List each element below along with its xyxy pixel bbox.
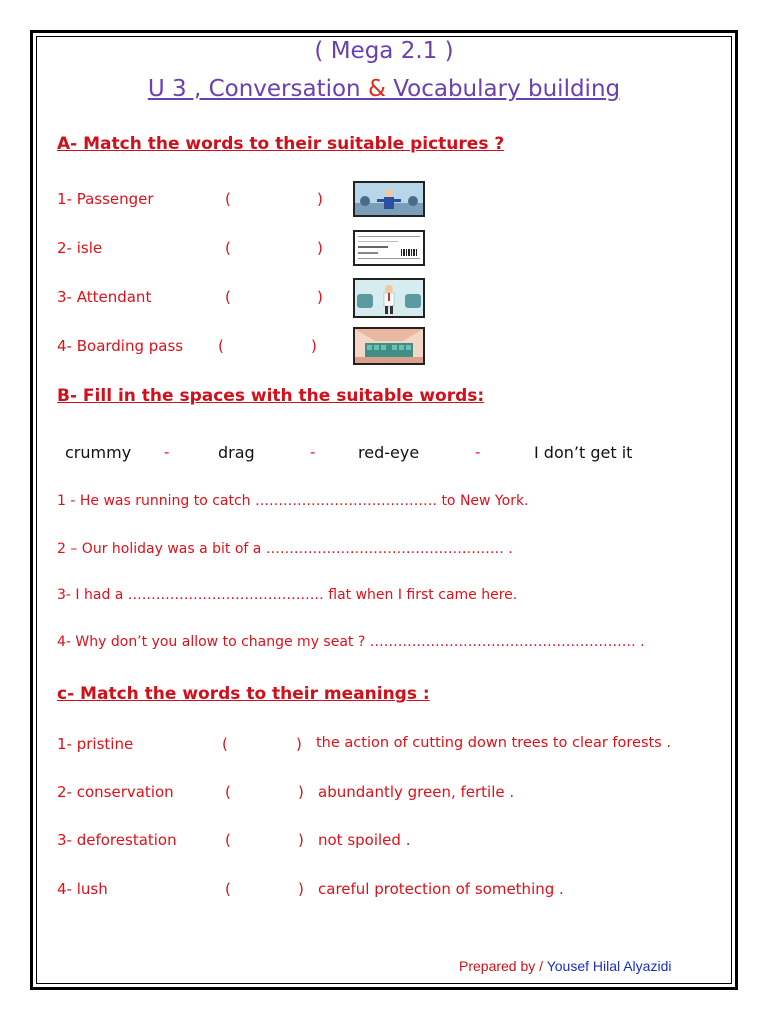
open-paren: ( [225,190,231,208]
open-paren: ( [225,288,231,306]
flight-attendant-picture [353,278,425,318]
section-b-heading: B- Fill in the spaces with the suitable words: [57,386,485,406]
fill-sentence: 3- I had a …………………………………… flat when I first came here. [57,587,518,603]
match-word: 2- conservation [57,783,174,801]
match-meaning: careful protection of something . [318,880,564,898]
open-paren: ( [222,735,228,753]
word-bank-item: red-eye [358,443,420,462]
boarding-ticket-picture [353,230,425,266]
worksheet-title: ( Mega 2.1 ) [314,38,454,64]
close-paren: ) [296,735,302,753]
open-paren: ( [225,880,231,898]
airplane-aisle-picture [353,327,425,365]
close-paren: ) [298,880,304,898]
section-c-heading: c- Match the words to their meanings : [57,684,430,704]
word-separator: - [475,443,481,461]
open-paren: ( [225,239,231,257]
prepared-by-label: Prepared by / [459,958,547,974]
word-bank-item: drag [218,443,255,462]
section-a-item-label: 4- Boarding pass [57,337,184,355]
section-a-item-label: 2- isle [57,239,103,257]
word-separator: - [164,443,170,461]
section-a-item-label: 3- Attendant [57,288,152,306]
match-word: 4- lush [57,880,108,898]
match-meaning: the action of cutting down trees to clear forests . [316,735,671,751]
open-paren: ( [225,783,231,801]
match-word: 3- deforestation [57,831,177,849]
open-paren: ( [218,337,224,355]
word-bank-item: I don’t get it [534,443,633,462]
close-paren: ) [298,783,304,801]
author-name: Yousef Hilal Alyazidi [546,958,672,974]
subtitle-ampersand: & [367,76,386,102]
match-meaning: not spoiled . [318,831,411,849]
word-separator: - [310,443,316,461]
open-paren: ( [225,831,231,849]
match-word: 1- pristine [57,735,134,753]
airplane-passenger-picture [353,181,425,217]
subtitle-part-2: Vocabulary building [385,76,621,102]
fill-sentence: 1 - He was running to catch ………………………………… to New York. [57,493,529,509]
fill-sentence: 4- Why don’t you allow to change my seat ? ………………………………………………… . [57,634,645,650]
match-meaning: abundantly green, fertile . [318,783,515,801]
close-paren: ) [317,288,323,306]
close-paren: ) [317,190,323,208]
close-paren: ) [317,239,323,257]
worksheet-subtitle [0,76,768,102]
section-a-item-label: 1- Passenger [57,190,154,208]
word-bank-item: crummy [65,443,132,462]
subtitle-part-1: U 3 , Conversation [147,76,368,102]
section-a-heading: A- Match the words to their suitable pictures ? [57,134,505,154]
close-paren: ) [311,337,317,355]
close-paren: ) [298,831,304,849]
prepared-by-credit [459,958,671,974]
fill-sentence: 2 – Our holiday was a bit of a …………………………………………… . [57,541,513,557]
